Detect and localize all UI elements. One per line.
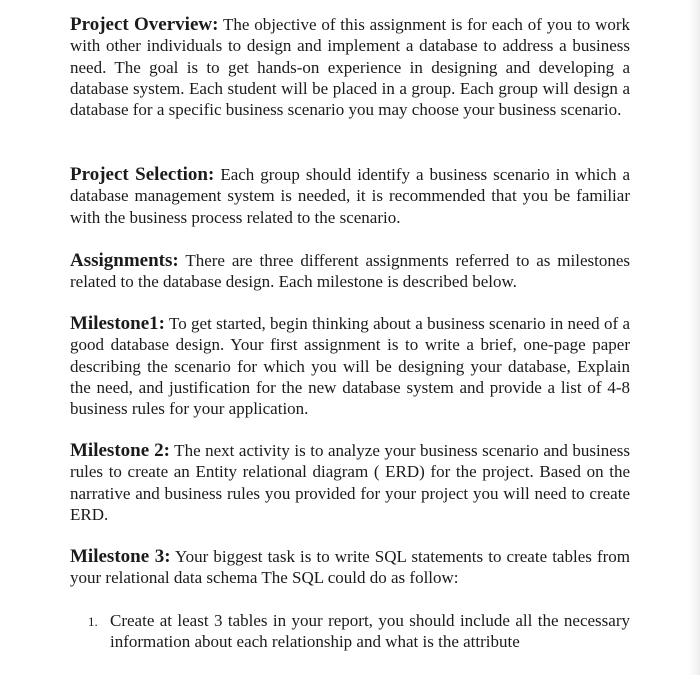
milestone3-paragraph	[70, 546, 630, 589]
assignments-paragraph	[70, 250, 630, 293]
milestone2-text: The next activity is to analyze your business scenario and business rules to create an Entity relational diagram ( ERD) for the project. Based on the narrative and business rules you provided for your project you will need to create ERD.	[70, 441, 630, 524]
project-selection-text: Each group should identify a business scenario in which a database management system is needed, it is recommended that you be familiar with the business process related to the scenario.	[70, 165, 630, 227]
project-overview-paragraph	[70, 14, 630, 120]
milestone1-paragraph	[70, 313, 630, 419]
project-overview-heading: Project Overview:	[70, 14, 219, 35]
project-overview-text: The objective of this assignment is for each of you to work with other individuals to design and implement a database to address a business need. The goal is to get hands-on experience in designing and developing a database system. Each student will be placed in a group. Each group will design a database for a specific business scenario you may choose your business scenario.	[70, 15, 631, 120]
milestone1-heading: Milestone1:	[70, 313, 165, 334]
milestone3-text: Your biggest task is to write SQL statements to create tables from your relational data schema The SQL could do as follow:	[70, 547, 630, 588]
list-item-number: 1.	[88, 614, 98, 629]
milestone2-heading: Milestone 2:	[70, 440, 170, 461]
assignments-heading: Assignments:	[70, 250, 179, 271]
list-item	[88, 610, 630, 653]
list-item-text: Create at least 3 tables in your report, you should include all the necessary information about each relationship and what is the attribute	[110, 611, 630, 652]
milestone1-text: To get started, begin thinking about a business scenario in need of a good database design. Your first assignment is to write a brief, one-page paper describing the scenario for which you will be designing your database, Explain the need, and justification for the new database system and provide a list of 4-8 business rules for your application.	[70, 314, 630, 419]
project-selection-heading: Project Selection:	[70, 164, 215, 185]
page-edge-shadow	[688, 0, 700, 675]
assignments-text: There are three different assignments referred to as milestones related to the database design. Each milestone is described below.	[70, 251, 630, 292]
milestone3-heading: Milestone 3:	[70, 546, 171, 567]
project-selection-paragraph	[70, 164, 630, 228]
milestone2-paragraph	[70, 440, 630, 525]
